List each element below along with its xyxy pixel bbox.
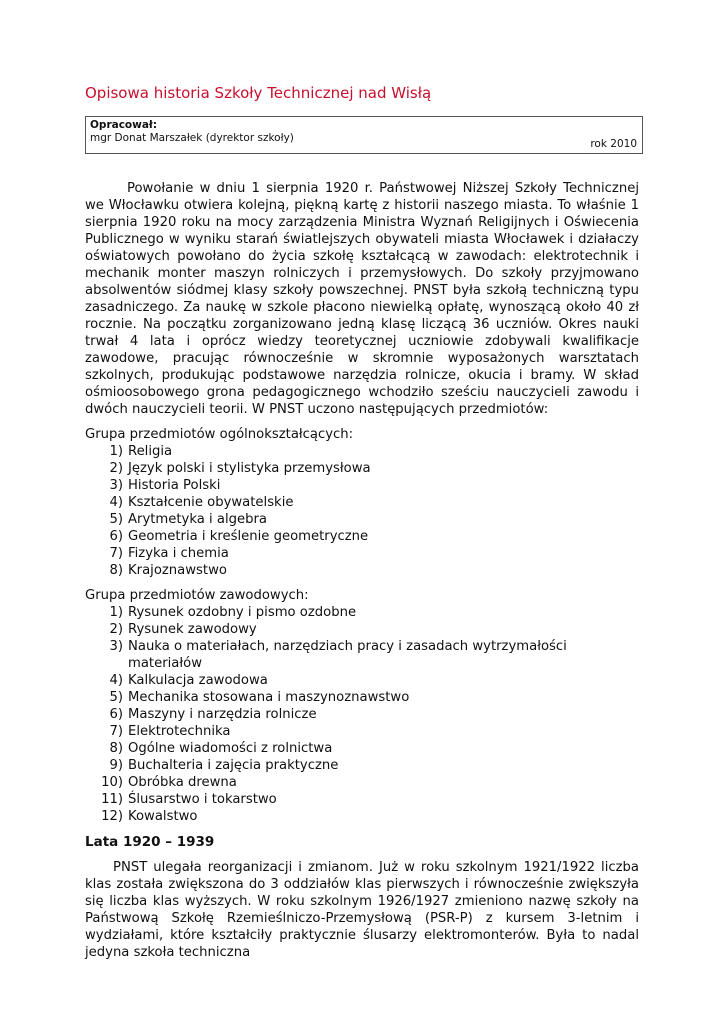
list-item-number: 11) [101,792,123,807]
section-paragraph: PNST ulegała reorganizacji i zmianom. Już w roku szkolnym 1921/1922 liczba klas została zwiększona do 3 oddziałów klas pierwszych i równocześnie zwiększyła się liczba klas wyższych. W roku szkolnym 1926/1927 zmieniono nazwę szkoły na Państwową Szkołę Rzemieślniczo-Przemysłową (PSR-P) z kursem 3-letnim i wydziałami, które kształciły praktycznie ślusarzy elektromonterów. Była to nadal jedyna szkoła techniczna [85,860,639,960]
list-item-number: 3) [109,478,123,493]
list-item [85,723,639,740]
author-name: mgr Donat Marszałek (dyrektor szkoły) [90,132,294,144]
list-item-text: Nauka o materiałach, narzędziach pracy i zasadach wytrzymałości materiałów [128,639,567,671]
list-item-text: Kalkulacja zawodowa [128,673,268,688]
list-item [85,494,639,511]
list-item [85,545,639,562]
list-item-number: 5) [109,512,123,527]
list-item-number: 3) [109,639,123,654]
section-heading: Lata 1920 – 1939 [85,834,215,850]
list-item [85,528,639,545]
list-item [85,757,639,774]
author-info-box [85,116,643,154]
list-item [85,740,639,757]
list-item [85,791,639,808]
document-year: rok 2010 [590,138,637,150]
list-item [85,638,639,672]
list-item-number: 2) [109,461,123,476]
list-item-number: 1) [109,444,123,459]
list-item-text: Rysunek ozdobny i pismo ozdobne [128,605,357,620]
list-item-number: 4) [109,673,123,688]
list-item-number: 1) [109,605,123,620]
list-item-text: Ogólne wiadomości z rolnictwa [128,741,333,756]
list-item [85,604,639,621]
list-item-text: Maszyny i narzędzia rolnicze [128,707,317,722]
general-group-label: Grupa przedmiotów ogólnokształcących: [85,427,354,442]
list-item [85,562,639,579]
list-item-text: Arytmetyka i algebra [128,512,267,527]
list-item [85,672,639,689]
list-item [85,689,639,706]
list-item-text: Mechanika stosowana i maszynoznawstwo [128,690,410,705]
list-item-text: Elektrotechnika [128,724,231,739]
list-item-text: Kowalstwo [128,809,198,824]
list-item-number: 10) [101,775,123,790]
list-item [85,621,639,638]
list-item [85,477,639,494]
list-item [85,460,639,477]
general-subjects-list [85,443,639,579]
list-item-number: 2) [109,622,123,637]
list-item-text: Buchalteria i zajęcia praktyczne [128,758,339,773]
author-label: Opracował: [90,119,158,131]
list-item-text: Obróbka drewna [128,775,237,790]
list-item-text: Historia Polski [128,478,221,493]
list-item [85,511,639,528]
list-item [85,774,639,791]
list-item-number: 4) [109,495,123,510]
list-item-text: Ślusarstwo i tokarstwo [128,792,277,807]
list-item-number: 9) [109,758,123,773]
list-item-number: 12) [101,809,123,824]
list-item [85,808,639,825]
list-item-text: Rysunek zawodowy [128,622,257,637]
list-item-text: Język polski i stylistyka przemysłowa [128,461,371,476]
list-item-text: Geometria i kreślenie geometryczne [128,529,369,544]
vocational-subjects-list [85,604,639,825]
list-item-text: Religia [128,444,173,459]
list-item-number: 6) [109,529,123,544]
list-item-number: 5) [109,690,123,705]
list-item [85,443,639,460]
list-item-text: Kształcenie obywatelskie [128,495,294,510]
list-item [85,706,639,723]
intro-paragraph: Powołanie w dniu 1 sierpnia 1920 r. Państwowej Niższej Szkoły Technicznej we Włocławku otwiera kolejną, piękną kartę z historii naszego miasta. To właśnie 1 sierpnia 1920 roku na mocy zarządzenia Ministra Wyznań Religijnych i Oświecenia Publicznego w wyniku starań światlejszych obywateli miasta Włocławek i działaczy oświatowych powołano do życia szkołę kształcącą w zawodach: elektrotechnik i mechanik monter maszyn rolniczych i przemysłowych. Do szkoły przyjmowano absolwentów siódmej klasy szkoły powszechnej. PNST była szkołą techniczną typu zasadniczego. Za naukę w szkole płacono niewielką opłatę, wynoszącą około 40 zł rocznie. Na początku zorganizowano jedną klasę liczącą 36 uczniów. Okres nauki trwał 4 lata i oprócz wiedzy teoretycznej uczniowie zdobywali kwalifikacje zawodowe, pracując równocześnie w skromnie wyposażonych warsztatach szkolnych, produkując podstawowe narzędzia rolnicze, okucia i bramy. W skład ośmioosobowego grona pedagogicznego wchodziło sześciu nauczycieli zawodu i dwóch nauczycieli teorii. W PNST uczono następujących przedmiotów: [85,181,639,417]
list-item-text: Krajoznawstwo [128,563,227,578]
document-content [85,180,639,961]
list-item-number: 7) [109,546,123,561]
list-item-number: 8) [109,563,123,578]
list-item-number: 8) [109,741,123,756]
list-item-text: Fizyka i chemia [128,546,229,561]
vocational-group-label: Grupa przedmiotów zawodowych: [85,588,309,603]
list-item-number: 6) [109,707,123,722]
list-item-number: 7) [109,724,123,739]
document-title: Opisowa historia Szkoły Technicznej nad Wisłą [85,84,432,102]
